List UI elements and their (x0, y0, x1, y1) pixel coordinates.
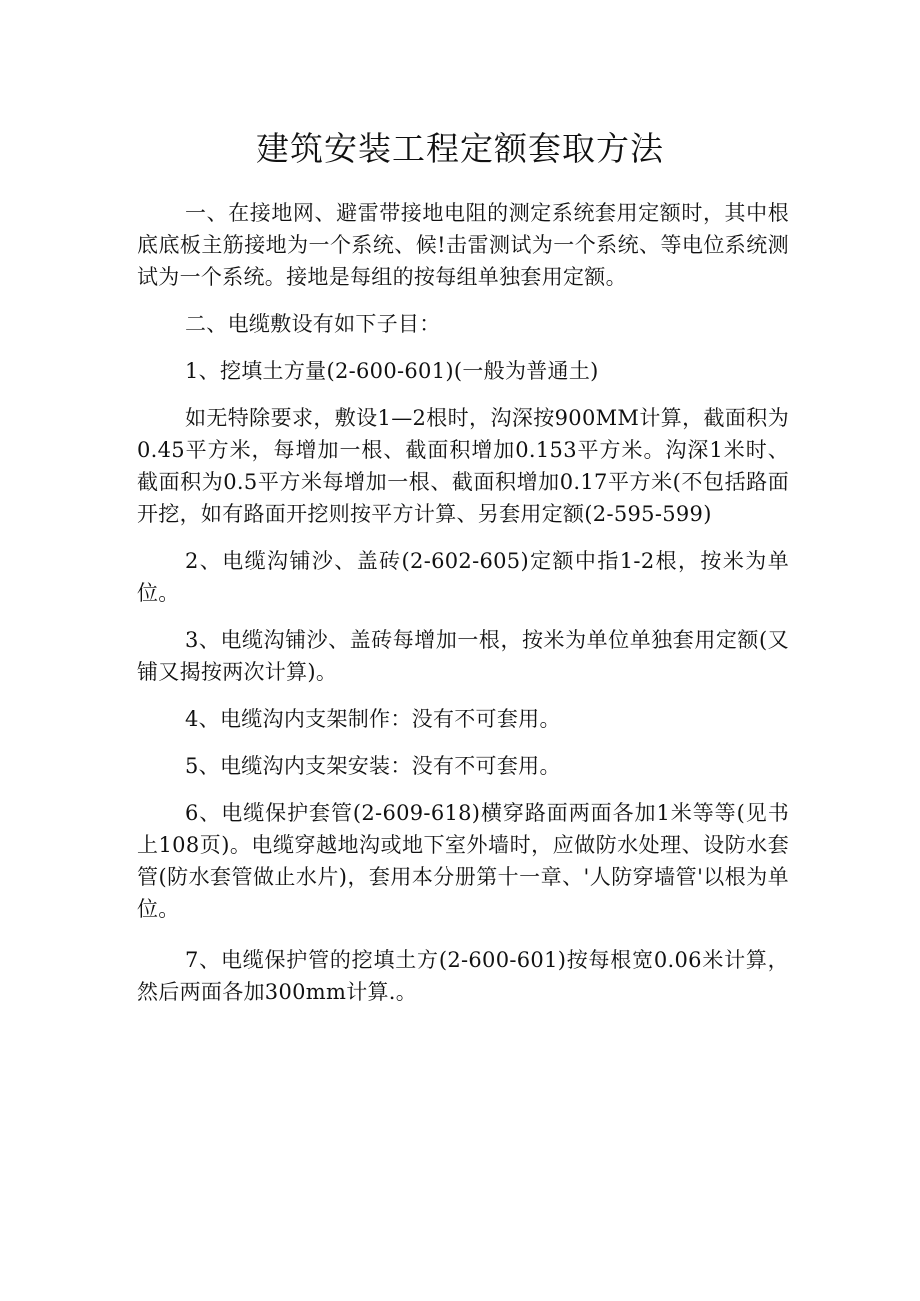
paragraph-4: 如无特除要求，敷设1—2根时，沟深按900MM计算，截面积为0.45平方米，每增加一根、截面积增加0.153平方米。沟深1米时、截面积为0.5平方米每增加一根、截面积增加0.17平方米(不包括路面开挖，如有路面开挖则按平方计算、另套用定额(2-595-599) (137, 406, 789, 526)
paragraph-6: 3、电缆沟铺沙、盖砖每增加一根，按米为单位单独套用定额(又铺又揭按两次计算)。 (137, 628, 789, 684)
document-title: 建筑安装工程定额套取方法 (256, 129, 664, 168)
document-body (137, 197, 789, 1023)
paragraph-1: 一、在接地网、避雷带接地电阻的测定系统套用定额时，其中根底底板主筋接地为一个系统、候!击雷测试为一个系统、等电位系统测试为一个系统。接地是每组的按每组单独套用定额。 (137, 201, 789, 289)
paragraph-5: 2、电缆沟铺沙、盖砖(2-602-605)定额中指1-2根，按米为单位。 (137, 549, 789, 605)
paragraph-3: 1、挖填土方量(2-600-601)(一般为普通土) (185, 359, 599, 383)
paragraph-9: 6、电缆保护套管(2-609-618)横穿路面两面各加1米等等(见书上108页)。电缆穿越地沟或地下室外墙时，应做防水处理、设防水套管(防水套管做止水片)，套用本分册第十一章、'人防穿墙管'以根为单位。 (137, 801, 789, 921)
paragraph-7: 4、电缆沟内支架制作：没有不可套用。 (185, 707, 561, 731)
paragraph-2: 二、电缆敷设有如下子目： (185, 312, 441, 336)
paragraph-10: 7、电缆保护管的挖填土方(2-600-601)按每根宽0.06米计算，然后两面各加300mm计算.。 (137, 948, 789, 1004)
paragraph-8: 5、电缆沟内支架安装：没有不可套用。 (185, 754, 561, 778)
